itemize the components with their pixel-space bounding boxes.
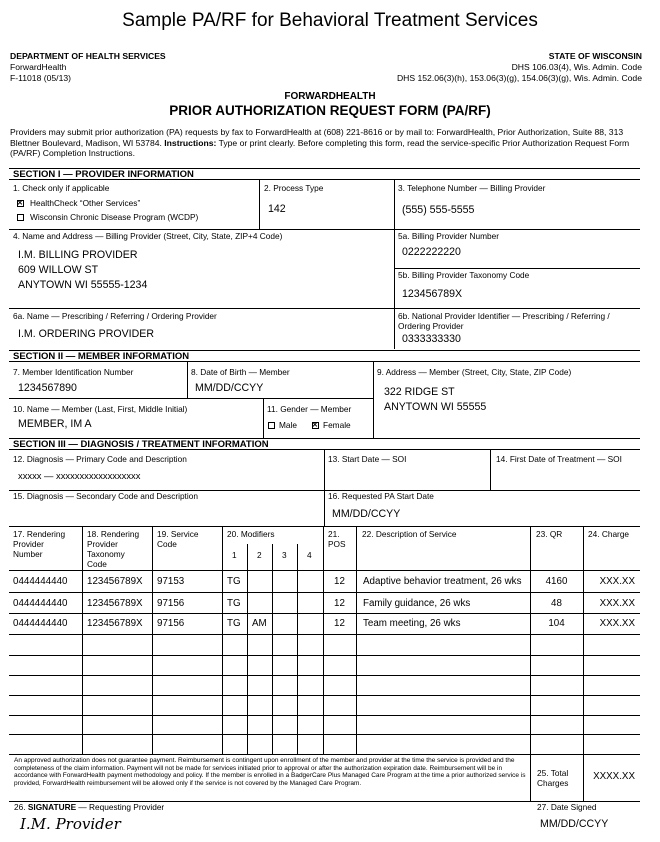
divider	[222, 526, 223, 754]
intro-instructions: Type or print clearly. Before completing this form, read the service-specific Prior Authorization Request Form (PA/RF) Completion Instructions.	[10, 137, 630, 158]
row2-service-code[interactable]: 97156	[157, 598, 185, 609]
field-4-label: 4. Name and Address — Billing Provider (Street, City, State, ZIP+4 Code)	[13, 231, 283, 241]
field-3-label: 3. Telephone Number — Billing Provider	[398, 183, 546, 193]
divider	[583, 526, 584, 802]
ordering-provider-name[interactable]: I.M. ORDERING PROVIDER	[18, 328, 154, 340]
divider	[9, 592, 640, 593]
row1-description[interactable]: Adaptive behavior treatment, 26 wks	[363, 576, 522, 587]
col-22-header: 22. Description of Service	[362, 529, 457, 539]
form-id: F-11018 (05/13)	[10, 73, 71, 83]
healthcheck-checkbox[interactable]	[17, 200, 24, 207]
col-18-line4: Code	[87, 559, 107, 569]
divider	[373, 362, 374, 438]
field-27-label: 27. Date Signed	[537, 802, 597, 812]
disclaimer-text: An approved authorization does not guarantee payment. Reimbursement is contingent upon enrollment of the member and provider at the time the service is provided and the completeness of the claim information. Payment will not be made for services initiated prior to approval or after the authorization expiration date. Reimbursement will be in accordance with ForwardHealth payment methodology and policy. If the member is enrolled in a BadgerCare Plus Managed Care Program at the time a prior authorized service is provided, ForwardHealth reimbursement will be allowed only if the service is not covered by the Managed Care Program.	[14, 757, 526, 787]
col-18-line1: 18. Rendering	[87, 529, 140, 539]
form-subtitle: FORWARDHEALTH	[284, 91, 376, 102]
divider	[490, 450, 491, 490]
modifier-4-header: 4	[307, 550, 312, 560]
intro-body: Providers may submit prior authorization (PA) requests by fax to ForwardHealth at (608) 221-8616 or by mail to: ForwardHealth, Prior Authorization, Suite 88, 313 Blettner Boulevard, Madison, WI 53784.	[10, 127, 624, 148]
divider	[323, 526, 324, 754]
page-title: Sample PA/RF for Behavioral Treatment Services	[122, 10, 538, 31]
field-9-label: 9. Address — Member (Street, City, State, ZIP Code)	[377, 367, 572, 377]
divider	[530, 526, 531, 802]
divider	[82, 526, 83, 754]
billing-provider-name[interactable]: I.M. BILLING PROVIDER	[18, 249, 138, 261]
instructions-label: Instructions:	[164, 137, 217, 148]
field-25-label	[537, 768, 568, 788]
row1-taxonomy[interactable]: 123456789X	[87, 576, 143, 587]
row1-modifier-1[interactable]: TG	[227, 576, 241, 587]
divider	[9, 229, 640, 230]
row1-pos[interactable]: 12	[334, 576, 345, 587]
healthcheck-label: HealthCheck “Other Services”	[30, 198, 141, 208]
field-5b-label: 5b. Billing Provider Taxonomy Code	[398, 270, 530, 280]
field-8-label: 8. Date of Birth — Member	[191, 367, 290, 377]
field-16-label: 16. Requested PA Start Date	[328, 491, 434, 501]
date-signed-value[interactable]: MM/DD/CCYY	[540, 818, 609, 830]
section-1-header: SECTION I — PROVIDER INFORMATION	[9, 168, 640, 180]
state-name: STATE OF WISCONSIN	[548, 51, 642, 61]
intro-text	[10, 127, 640, 159]
field-13-label: 13. Start Date — SOI	[328, 454, 407, 464]
process-type-value[interactable]: 142	[268, 203, 286, 215]
col-19-header	[157, 529, 199, 549]
divider	[297, 544, 298, 754]
billing-provider-city[interactable]: ANYTOWN WI 55555-1234	[18, 279, 148, 291]
divider	[356, 526, 357, 754]
col-17-line1: 17. Rendering	[13, 529, 66, 539]
section-3-header: SECTION III — DIAGNOSIS / TREATMENT INFORMATION	[9, 438, 640, 450]
program-name: ForwardHealth	[10, 62, 67, 72]
dept-name: DEPARTMENT OF HEALTH SERVICES	[10, 51, 166, 61]
row3-charge[interactable]: XXX.XX	[599, 618, 635, 629]
total-charges-value[interactable]: XXXX.XX	[593, 771, 635, 782]
divider	[9, 613, 640, 614]
divider	[9, 526, 640, 527]
col-18-line2: Provider	[87, 539, 118, 549]
col-23-header: 23. QR	[536, 529, 563, 539]
wcdp-label: Wisconsin Chronic Disease Program (WCDP)	[30, 212, 199, 222]
modifier-2-header: 2	[257, 550, 262, 560]
row3-qr[interactable]: 104	[548, 618, 565, 629]
gender-male-option[interactable]	[268, 420, 297, 430]
requested-start-date[interactable]: MM/DD/CCYY	[332, 508, 401, 520]
modifier-3-header: 3	[282, 550, 287, 560]
field-6b-label-2: Ordering Provider	[398, 321, 464, 331]
col-17-header	[13, 529, 65, 559]
billing-provider-number[interactable]: 0222222220	[402, 246, 461, 258]
female-checkbox[interactable]	[312, 422, 319, 429]
field-15-label: 15. Diagnosis — Secondary Code and Description	[13, 491, 198, 501]
divider	[9, 308, 640, 309]
divider	[9, 570, 640, 571]
primary-diagnosis-value[interactable]: xxxxx — xxxxxxxxxxxxxxxxxx	[18, 470, 141, 481]
member-dob-value[interactable]: MM/DD/CCYY	[195, 382, 264, 394]
row2-modifier-1[interactable]: TG	[227, 598, 241, 609]
member-city[interactable]: ANYTOWN WI 55555	[384, 401, 487, 413]
col-21-line2: POS	[328, 539, 346, 549]
row2-provider-number[interactable]: 0444444440	[13, 598, 68, 609]
field-26-label	[14, 802, 164, 812]
divider	[9, 634, 640, 635]
row3-taxonomy[interactable]: 123456789X	[87, 618, 143, 629]
row2-taxonomy[interactable]: 123456789X	[87, 598, 143, 609]
field-6b-label-1: 6b. National Provider Identifier — Prescribing / Referring /	[398, 311, 610, 321]
telephone-value[interactable]: (555) 555-5555	[402, 204, 475, 216]
divider	[394, 268, 640, 269]
divider	[9, 734, 640, 735]
divider	[9, 754, 640, 755]
row3-pos[interactable]: 12	[334, 618, 345, 629]
field-26-number: 26.	[14, 802, 26, 812]
wcdp-checkbox[interactable]	[17, 214, 24, 221]
divider	[272, 544, 273, 754]
divider	[152, 526, 153, 754]
admin-code-2: DHS 152.06(3)(h), 153.06(3)(g), 154.06(3)(g), Wis. Admin. Code	[396, 73, 642, 83]
row3-provider-number[interactable]: 0444444440	[13, 618, 68, 629]
field-7-label: 7. Member Identification Number	[13, 367, 134, 377]
divider	[259, 180, 260, 229]
field-12-label: 12. Diagnosis — Primary Code and Description	[13, 454, 187, 464]
gender-female-option[interactable]	[312, 420, 351, 430]
col-17-line2: Provider	[13, 539, 44, 549]
divider	[394, 180, 395, 349]
section-2-header: SECTION II — MEMBER INFORMATION	[9, 350, 640, 362]
divider	[9, 398, 373, 399]
col-17-line3: Number	[13, 549, 43, 559]
billing-taxonomy-code[interactable]: 123456789X	[402, 288, 463, 300]
field-10-label: 10. Name — Member (Last, First, Middle Initial)	[13, 404, 188, 414]
col-20-header: 20. Modifiers	[227, 529, 275, 539]
divider	[9, 715, 640, 716]
divider	[187, 362, 188, 398]
divider	[9, 695, 640, 696]
provider-signature[interactable]: I.M. Provider	[20, 815, 121, 833]
field-2-label: 2. Process Type	[264, 183, 324, 193]
healthcheck-option[interactable]	[17, 198, 140, 208]
row2-qr[interactable]: 48	[551, 598, 562, 609]
field-25-line2: Charges	[537, 778, 569, 788]
field-1-label: 1. Check only if applicable	[13, 183, 110, 193]
field-6a-label: 6a. Name — Prescribing / Referring / Ordering Provider	[13, 311, 217, 321]
row2-charge[interactable]: XXX.XX	[599, 598, 635, 609]
female-label: Female	[323, 420, 351, 430]
member-street[interactable]: 322 RIDGE ST	[384, 386, 455, 398]
col-24-header: 24. Charge	[588, 529, 630, 539]
wcdp-option[interactable]	[17, 212, 198, 222]
col-21-line1: 21.	[328, 529, 340, 539]
divider	[324, 450, 325, 526]
header-right	[397, 51, 642, 84]
row2-pos[interactable]: 12	[334, 598, 345, 609]
col-18-header	[87, 529, 139, 569]
row3-service-code[interactable]: 97156	[157, 618, 185, 629]
field-5a-label: 5a. Billing Provider Number	[398, 231, 499, 241]
male-label: Male	[279, 420, 297, 430]
male-checkbox[interactable]	[268, 422, 275, 429]
row2-description[interactable]: Family guidance, 26 wks	[363, 598, 471, 609]
form-title: PRIOR AUTHORIZATION REQUEST FORM (PA/RF)	[169, 103, 491, 118]
field-14-label: 14. First Date of Treatment — SOI	[496, 454, 622, 464]
billing-provider-street[interactable]: 609 WILLOW ST	[18, 264, 99, 276]
header-left	[10, 51, 166, 84]
row1-service-code[interactable]: 97153	[157, 576, 185, 587]
ordering-provider-npi[interactable]: 0333333330	[402, 333, 461, 345]
signature-word: SIGNATURE	[27, 802, 77, 812]
col-19-line1: 19. Service	[157, 529, 199, 539]
divider	[263, 398, 264, 438]
divider	[247, 544, 248, 754]
row1-provider-number[interactable]: 0444444440	[13, 576, 68, 587]
col-21-header	[328, 529, 346, 549]
divider	[9, 675, 640, 676]
row3-modifier-2[interactable]: AM	[252, 618, 267, 629]
field-25-line1: 25. Total	[537, 768, 569, 778]
row1-qr[interactable]: 4160	[545, 576, 568, 587]
row3-modifier-1[interactable]: TG	[227, 618, 241, 629]
col-19-line2: Code	[157, 539, 177, 549]
modifier-1-header: 1	[232, 550, 237, 560]
row3-description[interactable]: Team meeting, 26 wks	[363, 618, 461, 629]
row1-charge[interactable]: XXX.XX	[599, 576, 635, 587]
admin-code-1: DHS 106.03(4), Wis. Admin. Code	[511, 62, 642, 72]
divider	[9, 655, 640, 656]
member-name-value[interactable]: MEMBER, IM A	[18, 418, 92, 430]
field-26-rest: — Requesting Provider	[78, 802, 165, 812]
member-id-value[interactable]: 1234567890	[18, 382, 77, 394]
col-18-line3: Taxonomy	[87, 549, 125, 559]
field-11-label: 11. Gender — Member	[267, 404, 352, 414]
